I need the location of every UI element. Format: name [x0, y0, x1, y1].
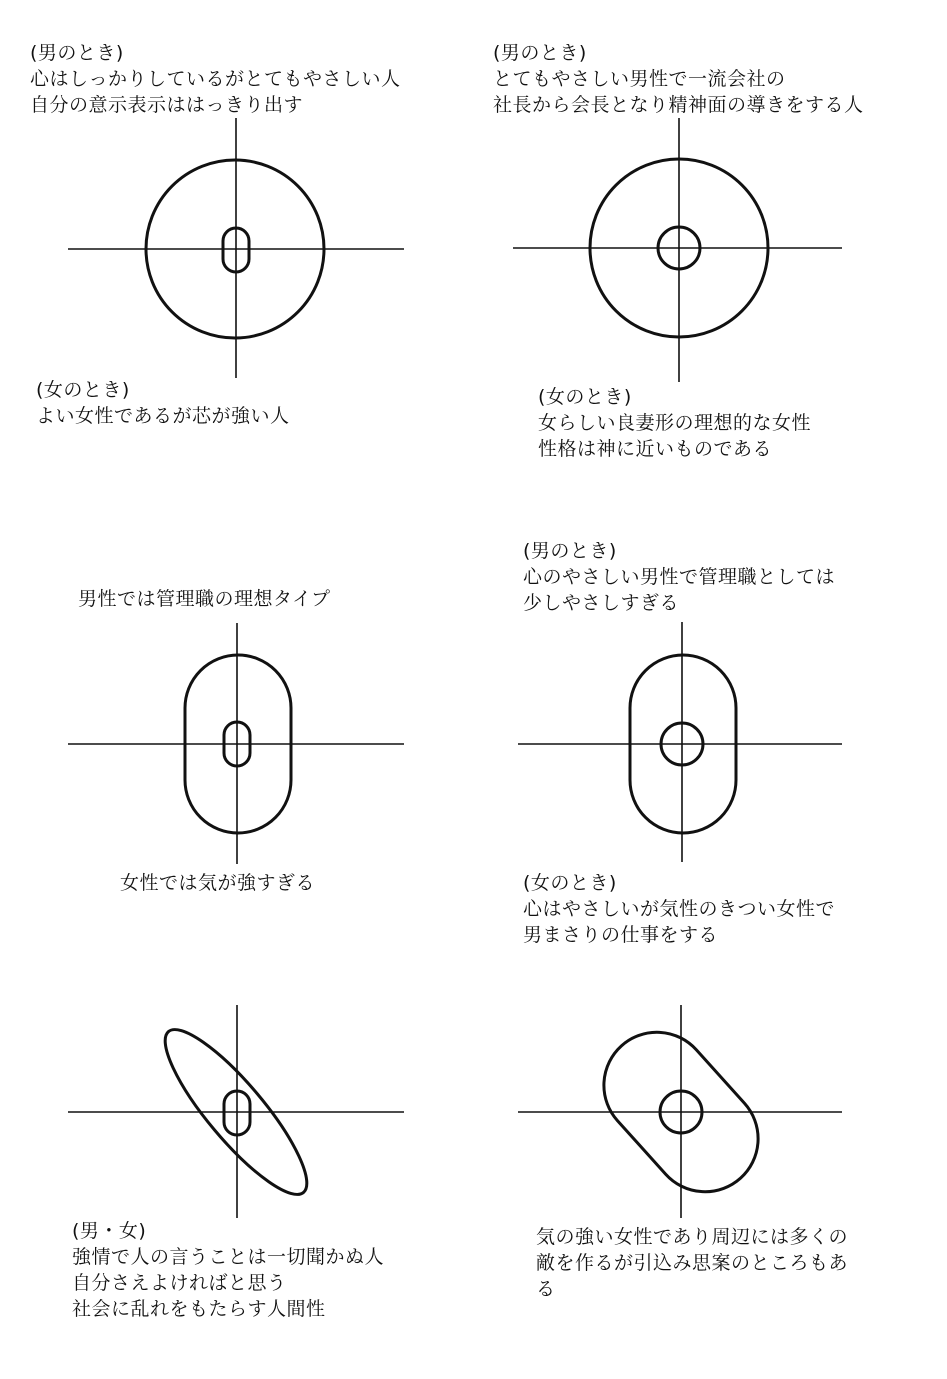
panel-4-bottom-heading: (女のとき): [523, 872, 617, 894]
panel-2-top-line-1: とてもやさしい男性で一流会社の: [493, 68, 786, 90]
panel-1-top-line-2: 自分の意示表示ははっきり出す: [30, 94, 304, 116]
panel-5-bottom-line-2: 自分さえよければと思う: [72, 1272, 287, 1294]
panel-1-bottom-line-1: よい女性であるが芯が強い人: [36, 405, 290, 427]
panel-4-top-heading: (男のとき): [523, 540, 617, 562]
panel-5-bottom-heading: (男・女): [72, 1220, 147, 1242]
panel-1-top-line-1: 心はしっかりしているがとてもやさしい人: [30, 68, 401, 90]
panel-2-bottom-line-2: 性格は神に近いものである: [538, 438, 773, 460]
panel-4-bottom-line-1: 心はやさしいが気性のきつい女性で: [523, 898, 836, 920]
panel-6-bottom-line-2: 敵を作るが引込み思案のところもあ: [536, 1252, 849, 1274]
diagram-4: [518, 622, 842, 862]
panel-2-top-heading: (男のとき): [493, 42, 587, 64]
panel-4-bottom-line-2: 男まさりの仕事をする: [523, 924, 719, 946]
panel-5-bottom-line-1: 強情で人の言うことは一切聞かぬ人: [72, 1246, 385, 1268]
diagram-5: [68, 1005, 404, 1218]
panel-1-bottom-heading: (女のとき): [36, 379, 130, 401]
panel-2-top-caption: [493, 40, 864, 118]
panel-3-top-caption: [78, 586, 331, 612]
panel-4-top-line-2: 少しやさしすぎる: [523, 592, 680, 614]
panel-3-top-line-1: 男性では管理職の理想タイプ: [78, 588, 331, 610]
panel-6-bottom-caption: [536, 1224, 848, 1302]
diagram-6: [518, 1005, 842, 1218]
panel-6-bottom-line-3: る: [536, 1278, 556, 1300]
panel-3-bottom-caption: [120, 870, 315, 896]
panel-1-top-heading: (男のとき): [30, 42, 124, 64]
diagram-1: [68, 118, 404, 378]
panel-3-bottom-line-1: 女性では気が強すぎる: [120, 872, 316, 894]
panel-1-top-caption: [30, 40, 401, 118]
panel-1-bottom-caption: [36, 377, 290, 429]
panel-2-bottom-line-1: 女らしい良妻形の理想的な女性: [538, 412, 812, 434]
panel-5-bottom-line-3: 社会に乱れをもたらす人間性: [72, 1298, 326, 1320]
panel-4-bottom-caption: [523, 870, 835, 948]
diagram-3: [68, 623, 404, 864]
panel-2-bottom-heading: (女のとき): [538, 386, 632, 408]
panel-6-bottom-line-1: 気の強い女性であり周辺には多くの: [536, 1226, 849, 1248]
diagram-2: [513, 118, 842, 382]
panel-2-top-line-2: 社長から会長となり精神面の導きをする人: [493, 94, 864, 116]
panel-4-top-line-1: 心のやさしい男性で管理職としては: [523, 566, 836, 588]
panel-5-bottom-caption: [72, 1218, 384, 1322]
panel-2-bottom-caption: [538, 384, 811, 462]
panel-4-top-caption: [523, 538, 835, 616]
